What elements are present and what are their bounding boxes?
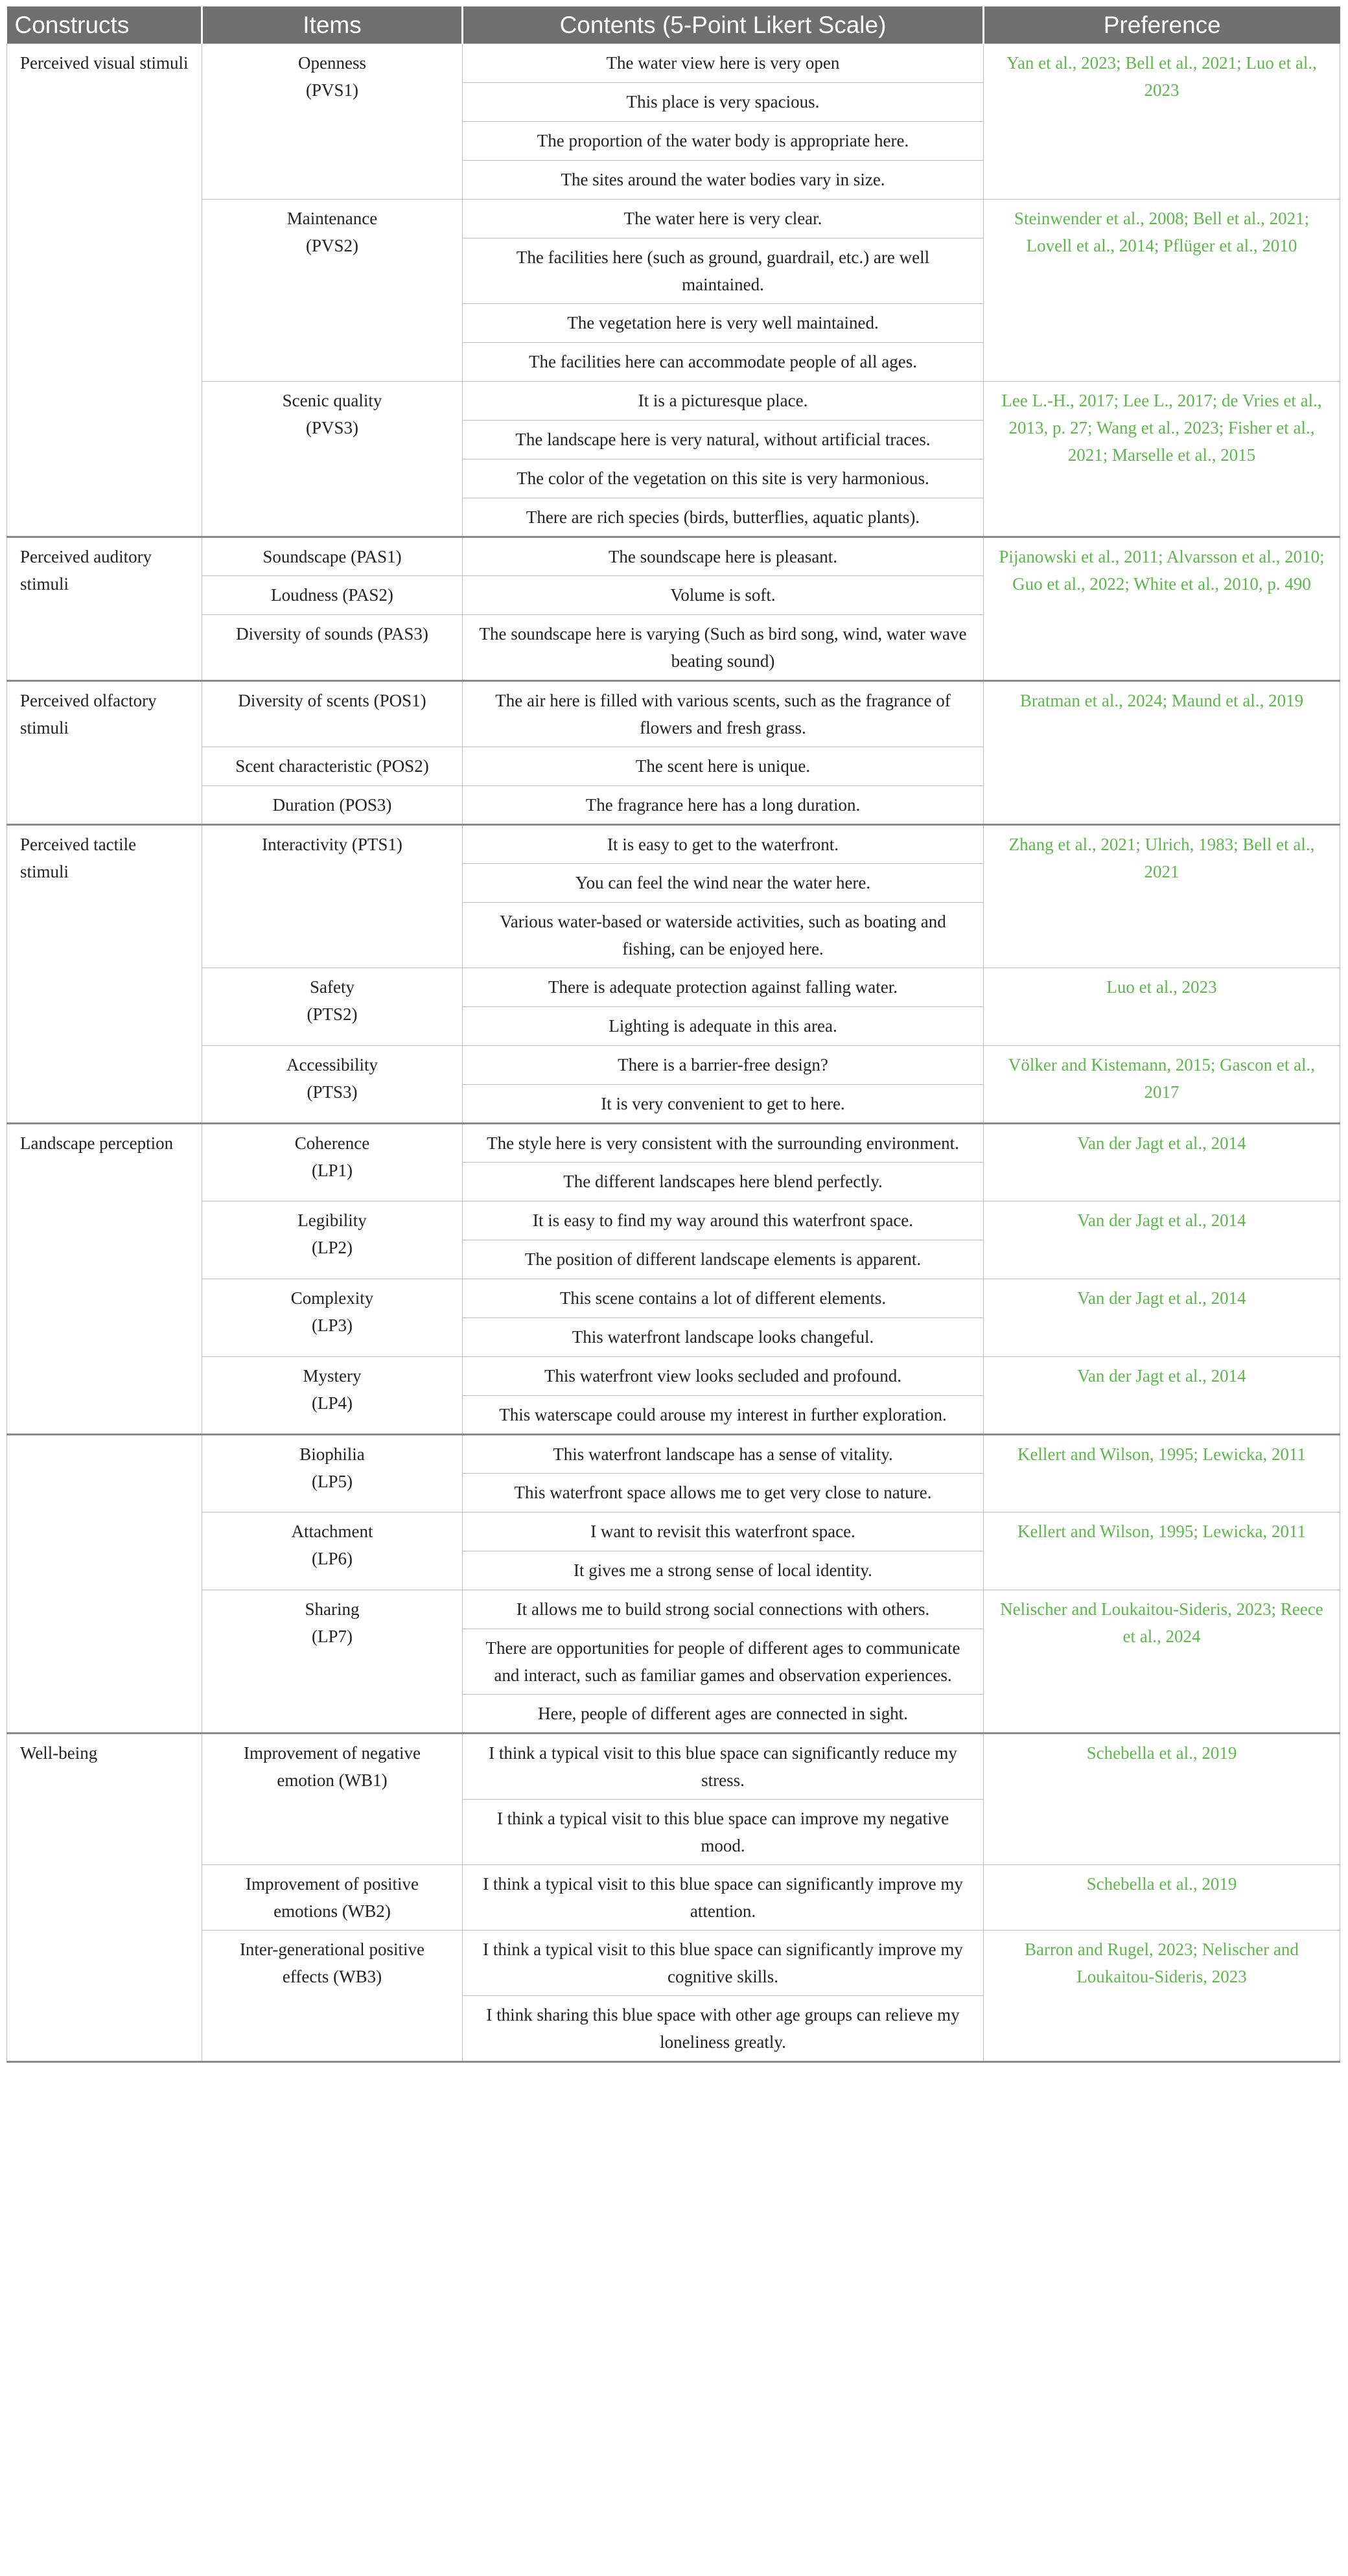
content-cell: I think a typical visit to this blue space can significantly improve my attention.	[463, 1865, 984, 1931]
reference-cell: Völker and Kistemann, 2015; Gascon et al., 2017	[984, 1046, 1340, 1124]
table-header-row	[7, 6, 1340, 44]
content-cell: It is easy to get to the waterfront.	[463, 825, 984, 864]
reference-cell: Schebella et al., 2019	[984, 1734, 1340, 1865]
table-row	[7, 1590, 1340, 1629]
constructs-table	[6, 6, 1340, 2063]
content-cell: This waterfront landscape has a sense of vitality.	[463, 1435, 984, 1474]
item-cell: Duration (POS3)	[202, 786, 463, 825]
table-row	[7, 968, 1340, 1007]
table-body	[7, 44, 1340, 2062]
content-cell: Volume is soft.	[463, 576, 984, 615]
item-cell: Scenic quality (PVS3)	[202, 382, 463, 537]
item-cell: Improvement of negative emotion (WB1)	[202, 1734, 463, 1865]
content-cell: There are opportunities for people of different ages to communicate and interact, such as familiar games and observation experiences.	[463, 1629, 984, 1695]
header-constructs: Constructs	[7, 6, 202, 44]
reference-cell: Kellert and Wilson, 1995; Lewicka, 2011	[984, 1513, 1340, 1590]
table-row	[7, 1201, 1340, 1240]
content-cell: I think a typical visit to this blue space can significantly improve my cognitive skills.	[463, 1931, 984, 1996]
item-cell: Safety (PTS2)	[202, 968, 463, 1046]
content-cell: The vegetation here is very well maintained.	[463, 304, 984, 343]
table-row	[7, 825, 1340, 864]
construct-cell: Perceived visual stimuli	[7, 44, 202, 537]
content-cell: The position of different landscape elements is apparent.	[463, 1240, 984, 1279]
content-cell: There is adequate protection against falling water.	[463, 968, 984, 1007]
table-row	[7, 1435, 1340, 1474]
content-cell: This waterfront view looks secluded and profound.	[463, 1357, 984, 1396]
reference-cell: Van der Jagt et al., 2014	[984, 1357, 1340, 1435]
item-cell: Soundscape (PAS1)	[202, 537, 463, 576]
content-cell: The soundscape here is varying (Such as bird song, wind, water wave beating sound)	[463, 615, 984, 681]
content-cell: It is a picturesque place.	[463, 382, 984, 421]
table-row	[7, 537, 1340, 576]
table-row	[7, 44, 1340, 83]
item-cell: Legibility (LP2)	[202, 1201, 463, 1279]
item-cell: Biophilia (LP5)	[202, 1435, 463, 1513]
reference-cell: Kellert and Wilson, 1995; Lewicka, 2011	[984, 1435, 1340, 1513]
construct-cell: Perceived tactile stimuli	[7, 825, 202, 1124]
item-cell: Diversity of sounds (PAS3)	[202, 615, 463, 681]
content-cell: The fragrance here has a long duration.	[463, 786, 984, 825]
reference-cell: Zhang et al., 2021; Ulrich, 1983; Bell et al., 2021	[984, 825, 1340, 968]
content-cell: I think a typical visit to this blue space can improve my negative mood.	[463, 1800, 984, 1865]
content-cell: The facilities here (such as ground, guardrail, etc.) are well maintained.	[463, 238, 984, 304]
header-items: Items	[202, 6, 463, 44]
content-cell: This place is very spacious.	[463, 83, 984, 122]
content-cell: This waterscape could arouse my interest in further exploration.	[463, 1396, 984, 1435]
construct-cell	[7, 1435, 202, 1734]
item-cell: Sharing (LP7)	[202, 1590, 463, 1734]
header-preference: Preference	[984, 6, 1340, 44]
content-cell: There is a barrier-free design?	[463, 1046, 984, 1085]
content-cell: The water here is very clear.	[463, 200, 984, 238]
table-row	[7, 1357, 1340, 1396]
content-cell: This waterfront space allows me to get very close to nature.	[463, 1474, 984, 1513]
table-row	[7, 681, 1340, 747]
table-row	[7, 1046, 1340, 1085]
item-cell: Improvement of positive emotions (WB2)	[202, 1865, 463, 1931]
item-cell: Inter-generational positive effects (WB3)	[202, 1931, 463, 2062]
table-row	[7, 1931, 1340, 1996]
header-contents: Contents (5-Point Likert Scale)	[463, 6, 984, 44]
reference-cell: Luo et al., 2023	[984, 968, 1340, 1046]
reference-cell: Schebella et al., 2019	[984, 1865, 1340, 1931]
item-cell: Mystery (LP4)	[202, 1357, 463, 1435]
item-cell: Openness (PVS1)	[202, 44, 463, 200]
content-cell: It allows me to build strong social connections with others.	[463, 1590, 984, 1629]
table-row	[7, 1279, 1340, 1318]
item-cell: Maintenance (PVS2)	[202, 200, 463, 382]
table-row	[7, 1734, 1340, 1800]
content-cell: There are rich species (birds, butterflies, aquatic plants).	[463, 498, 984, 537]
table-row	[7, 1124, 1340, 1163]
content-cell: The water view here is very open	[463, 44, 984, 83]
reference-cell: Van der Jagt et al., 2014	[984, 1201, 1340, 1279]
content-cell: The soundscape here is pleasant.	[463, 537, 984, 576]
reference-cell: Lee L.-H., 2017; Lee L., 2017; de Vries et al., 2013, p. 27; Wang et al., 2023; Fisher et al., 2021; Marselle et al., 2015	[984, 382, 1340, 537]
content-cell: The landscape here is very natural, without artificial traces.	[463, 421, 984, 459]
content-cell: You can feel the wind near the water here.	[463, 864, 984, 903]
content-cell: The color of the vegetation on this site is very harmonious.	[463, 459, 984, 498]
content-cell: It gives me a strong sense of local identity.	[463, 1551, 984, 1590]
item-cell: Scent characteristic (POS2)	[202, 747, 463, 786]
content-cell: I want to revisit this waterfront space.	[463, 1513, 984, 1551]
content-cell: I think a typical visit to this blue space can significantly reduce my stress.	[463, 1734, 984, 1800]
reference-cell: Pijanowski et al., 2011; Alvarsson et al., 2010; Guo et al., 2022; White et al., 2010, p. 490	[984, 537, 1340, 681]
content-cell: The sites around the water bodies vary in size.	[463, 161, 984, 200]
construct-cell: Perceived olfactory stimuli	[7, 681, 202, 825]
item-cell: Loudness (PAS2)	[202, 576, 463, 615]
table-row	[7, 382, 1340, 421]
content-cell: The scent here is unique.	[463, 747, 984, 786]
content-cell: The proportion of the water body is appropriate here.	[463, 122, 984, 161]
content-cell: Here, people of different ages are connected in sight.	[463, 1695, 984, 1734]
item-cell: Interactivity (PTS1)	[202, 825, 463, 968]
table-row	[7, 1513, 1340, 1551]
construct-cell: Landscape perception	[7, 1124, 202, 1435]
reference-cell: Yan et al., 2023; Bell et al., 2021; Luo et al., 2023	[984, 44, 1340, 200]
content-cell: This scene contains a lot of different elements.	[463, 1279, 984, 1318]
item-cell: Accessibility (PTS3)	[202, 1046, 463, 1124]
content-cell: It is easy to find my way around this waterfront space.	[463, 1201, 984, 1240]
content-cell: Various water-based or waterside activities, such as boating and fishing, can be enjoyed here.	[463, 903, 984, 968]
reference-cell: Steinwender et al., 2008; Bell et al., 2021; Lovell et al., 2014; Pflüger et al., 2010	[984, 200, 1340, 382]
reference-cell: Nelischer and Loukaitou-Sideris, 2023; Reece et al., 2024	[984, 1590, 1340, 1734]
construct-cell: Perceived auditory stimuli	[7, 537, 202, 681]
content-cell: This waterfront landscape looks changeful.	[463, 1318, 984, 1357]
content-cell: The different landscapes here blend perfectly.	[463, 1163, 984, 1201]
construct-cell: Well-being	[7, 1734, 202, 2062]
item-cell: Attachment (LP6)	[202, 1513, 463, 1590]
content-cell: The facilities here can accommodate people of all ages.	[463, 343, 984, 382]
reference-cell: Van der Jagt et al., 2014	[984, 1279, 1340, 1357]
reference-cell: Bratman et al., 2024; Maund et al., 2019	[984, 681, 1340, 825]
item-cell: Complexity (LP3)	[202, 1279, 463, 1357]
reference-cell: Van der Jagt et al., 2014	[984, 1124, 1340, 1201]
content-cell: It is very convenient to get to here.	[463, 1085, 984, 1124]
content-cell: The air here is filled with various scents, such as the fragrance of flowers and fresh grass.	[463, 681, 984, 747]
content-cell: The style here is very consistent with the surrounding environment.	[463, 1124, 984, 1163]
reference-cell: Barron and Rugel, 2023; Nelischer and Loukaitou-Sideris, 2023	[984, 1931, 1340, 2062]
content-cell: I think sharing this blue space with other age groups can relieve my loneliness greatly.	[463, 1996, 984, 2062]
table-row	[7, 200, 1340, 238]
content-cell: Lighting is adequate in this area.	[463, 1007, 984, 1046]
item-cell: Diversity of scents (POS1)	[202, 681, 463, 747]
item-cell: Coherence (LP1)	[202, 1124, 463, 1201]
table-row	[7, 1865, 1340, 1931]
